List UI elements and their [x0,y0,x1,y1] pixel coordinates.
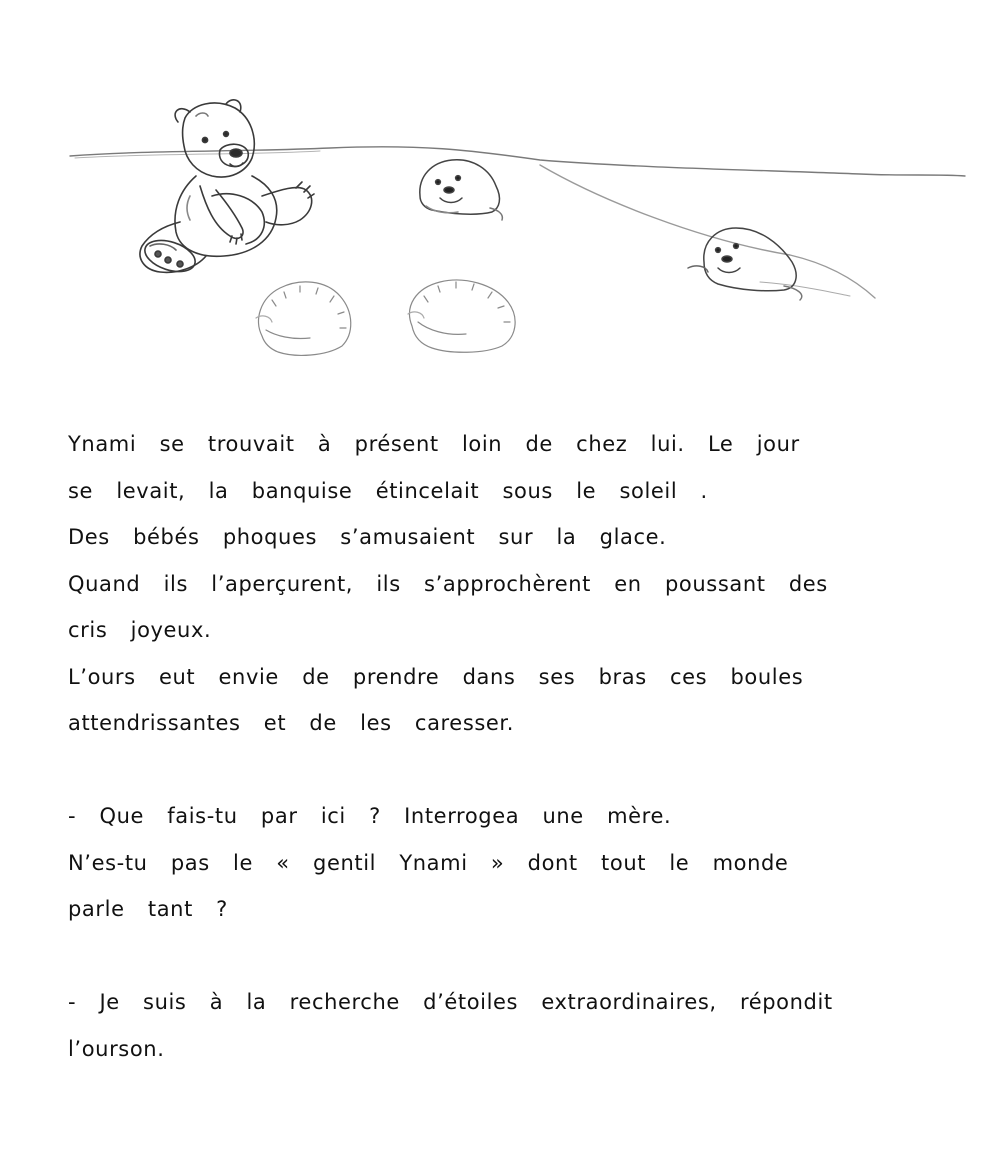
paragraph-spacer [68,750,948,797]
story-line: Quand ils l’aperçurent, ils s’approchèrent en poussant des [68,571,828,596]
snowball-drawing-2 [408,280,515,352]
story-line: se levait, la banquise étincelait sous le soleil . [68,478,708,503]
dialogue-line: parle tant ? [68,897,228,921]
baby-seal-drawing-2 [688,228,802,300]
paragraph-spacer [68,936,948,983]
story-line: L’ours eut envie de prendre dans ses bras ces boules [68,664,804,689]
ice-horizon-line [70,147,965,176]
story-line: Des bébés phoques s’amusaient sur la glace. [68,525,667,549]
polar-bear-cub-drawing [140,100,314,278]
dialogue-line: l’ourson. [68,1036,165,1061]
story-line: Ynami se trouvait à présent loin de chez lui. Le jour [68,432,800,456]
story-line: cris joyeux. [68,618,212,642]
dialogue-line: - Je suis à la recherche d’étoiles extraordinaires, répondit [68,990,833,1014]
baby-seal-drawing-1 [420,160,503,220]
dialogue-line: N’es-tu pas le « gentil Ynami » dont tout le monde [68,850,789,875]
snowball-drawing-1 [256,282,351,355]
story-illustration [0,0,1000,380]
story-text [68,424,948,1075]
story-line: attendrissantes et de les caresser. [68,711,515,735]
dialogue-line: - Que fais-tu par ici ? Interrogea une mère. [68,804,672,828]
